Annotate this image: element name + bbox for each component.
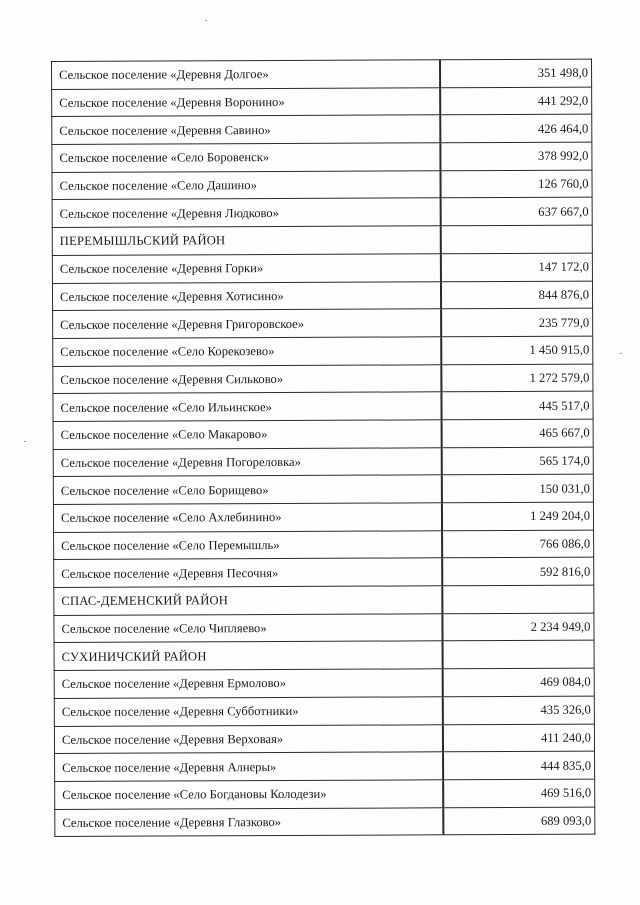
table-row [52, 142, 592, 172]
district-name: СПАС-ДЕМЕНСКИЙ РАЙОН [54, 586, 443, 615]
district-name: ПЕРЕМЫШЛЬСКИЙ РАЙОН [52, 226, 441, 255]
table-row [54, 668, 594, 698]
amount-cell: 637 667,0 [441, 198, 593, 226]
settlement-name: Сельское поселение «Деревня Песочня» [54, 558, 443, 587]
settlement-name: Сельское поселение «Село Чипляево» [54, 614, 443, 643]
table-row [53, 336, 593, 366]
amount-cell: 445 517,0 [441, 391, 593, 419]
settlement-name: Сельское поселение «Деревня Хотисино» [52, 281, 441, 310]
table-row [52, 115, 592, 145]
amount-cell: 1 450 915,0 [441, 336, 593, 364]
amount-cell: 411 240,0 [443, 724, 595, 752]
district-name: СУХИНИЧСКИЙ РАЙОН [54, 641, 443, 670]
table-row [54, 530, 594, 560]
settlement-name: Сельское поселение «Деревня Ермолово» [54, 669, 443, 698]
amount-cell: 1 272 579,0 [441, 364, 593, 392]
amount-cell [442, 585, 594, 613]
table-row [54, 696, 594, 726]
table-row [53, 308, 593, 338]
settlement-name: Сельское поселение «Деревня Субботники» [54, 697, 443, 726]
amount-cell: 469 084,0 [443, 668, 595, 696]
amount-cell: 150 031,0 [442, 474, 594, 502]
settlement-name: Сельское поселение «Деревня Сильково» [53, 364, 442, 393]
amount-cell: 147 172,0 [441, 253, 593, 281]
table-row [53, 419, 593, 449]
settlement-name: Сельское поселение «Деревня Глазково» [55, 807, 444, 836]
table-row [53, 447, 593, 477]
table-row [53, 364, 593, 394]
amount-cell: 351 498,0 [440, 59, 592, 87]
settlement-name: Сельское поселение «Село Ахлебинино» [53, 503, 442, 532]
amount-cell: 469 516,0 [443, 779, 595, 807]
amount-cell: 2 234 949,0 [442, 613, 594, 641]
settlement-name: Сельское поселение «Село Дашино» [52, 171, 441, 200]
settlement-name: Сельское поселение «Деревня Савино» [52, 115, 441, 144]
amount-cell [443, 641, 595, 669]
table-row [52, 281, 592, 311]
district-header-row [52, 225, 592, 255]
table-row [52, 87, 592, 117]
table-row [52, 59, 592, 89]
amount-cell: 378 992,0 [440, 142, 592, 170]
settlement-name: Сельское поселение «Деревня Григоровское» [53, 309, 442, 338]
settlement-name: Сельское поселение «Деревня Воронино» [52, 87, 441, 116]
table-row [55, 751, 595, 781]
table-row [52, 170, 592, 200]
table-row [54, 613, 594, 643]
table-row [53, 474, 593, 504]
amount-cell: 441 292,0 [440, 87, 592, 115]
table-row [53, 391, 593, 421]
settlement-name: Сельское поселение «Село Перемышль» [54, 530, 443, 559]
amount-cell: 126 760,0 [440, 170, 592, 198]
table-row [52, 253, 592, 283]
scan-speck [205, 20, 207, 21]
table-row [52, 198, 592, 228]
amount-cell: 1 249 204,0 [442, 502, 594, 530]
scan-speck [24, 441, 26, 442]
allocation-table [51, 59, 595, 838]
settlement-name: Сельское поселение «Деревня Погореловка» [53, 447, 442, 476]
settlement-name: Сельское поселение «Деревня Верховая» [54, 724, 443, 753]
amount-cell: 844 876,0 [441, 281, 593, 309]
settlement-name: Сельское поселение «Село Макарово» [53, 420, 442, 449]
amount-cell: 465 667,0 [442, 419, 594, 447]
table-row [55, 807, 595, 837]
amount-cell: 766 086,0 [442, 530, 594, 558]
table-row [54, 724, 594, 754]
settlement-name: Сельское поселение «Село Боровенск» [52, 143, 441, 172]
settlement-name: Сельское поселение «Деревня Горки» [52, 254, 441, 283]
district-header-row [54, 585, 594, 615]
settlement-name: Сельское поселение «Село Борищево» [53, 475, 442, 504]
settlement-name: Сельское поселение «Деревня Людково» [52, 198, 441, 227]
amount-cell: 444 835,0 [443, 751, 595, 779]
settlement-name: Сельское поселение «Село Ильинское» [53, 392, 442, 421]
settlement-name: Сельское поселение «Село Богдановы Колодези» [55, 780, 444, 809]
scan-speck [620, 353, 622, 354]
district-header-row [54, 641, 594, 671]
amount-cell: 565 174,0 [442, 447, 594, 475]
table-row [53, 502, 593, 532]
amount-cell: 689 093,0 [443, 807, 595, 835]
amount-cell: 435 326,0 [443, 696, 595, 724]
amount-cell: 592 816,0 [442, 558, 594, 586]
settlement-name: Сельское поселение «Деревня Алнеры» [55, 752, 444, 781]
amount-cell [441, 225, 593, 253]
amount-cell: 426 464,0 [440, 115, 592, 143]
table-body [52, 59, 595, 837]
settlement-name: Сельское поселение «Село Корекозево» [53, 337, 442, 366]
amount-cell: 235 779,0 [441, 308, 593, 336]
table-row [55, 779, 595, 809]
settlement-name: Сельское поселение «Деревня Долгое» [52, 60, 441, 89]
table-row [54, 558, 594, 588]
